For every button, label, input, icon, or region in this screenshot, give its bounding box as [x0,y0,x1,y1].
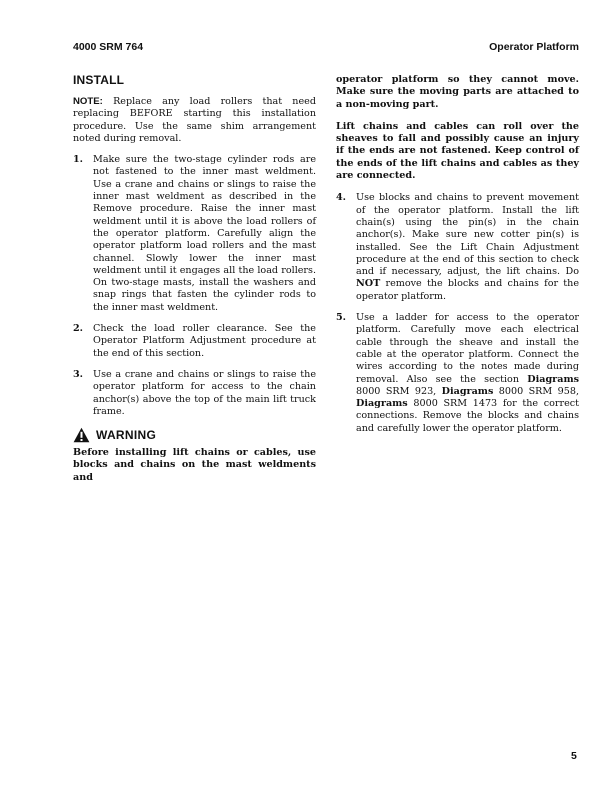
right-column [336,74,579,444]
page-header [73,41,579,53]
step-number: 5. [336,312,347,324]
header-manual-code: 4000 SRM 764 [73,41,144,53]
step-text [356,312,579,434]
step-text-part: 8000 SRM 958, [493,385,579,397]
step-number: 3. [73,368,84,380]
left-column [73,73,316,484]
warning-triangle-icon [73,427,90,443]
step-text: Use a crane and chains or slings to raise the operator platform for access to the chain anchor(s) above the top of the main lift truck frame. [93,368,316,417]
emphasis-not: NOT [356,278,381,290]
step-text-part: 8000 SRM 923, [356,385,442,397]
header-section-title: Operator Platform [489,41,579,53]
warning-title: WARNING [96,427,157,442]
list-item [73,323,316,360]
note-text: Replace any load rollers that need replacing BEFORE starting this installation procedure. Use the same shim arrangement noted during removal. [73,96,316,144]
step-text: Make sure the two-stage cylinder rods are not fastened to the inner mast weldment. Use a crane and chains or slings to raise the inner mast weldment as described in the Remove procedure. Raise the inner mast weldment until it is above the load rollers of the operator platform. Carefully align the operator platform load rollers and the mast channel. Slowly lower the inner mast weldment until it engages all the load rollers. On two-stage masts, install the washers and snap rings that fasten the cylinder rods to the inner mast weldment. [93,154,316,313]
note-label: NOTE: [73,96,103,107]
warning-text-continued: operator platform so they cannot move. Make sure the moving parts are attached to a non-moving part. [336,74,579,110]
step-text [356,192,579,301]
diagrams-reference: Diagrams [356,398,408,410]
list-item [336,192,579,303]
step-number: 1. [73,154,84,166]
step-number: 2. [73,323,84,335]
warning-text-second: Lift chains and cables can roll over the sheaves to fall and possibly cause an injury if the ends are not fastened. Keep control of the ends of the lift chains and cables as they are connected. [336,120,579,182]
page-number: 5 [571,750,577,762]
note-paragraph [73,96,316,145]
diagrams-reference: Diagrams [441,385,494,397]
list-item [73,154,316,314]
step-text-part: Use a ladder for access to the operator platform. Carefully move each electrical cable through the sheave and install the cable at the operator platform. Connect the wires according to the notes made during removal. Also see the section [356,312,579,385]
step-text-part: 8000 SRM 1473 for the correct connections. Remove the blocks and chains and carefully lower the operator platform. [356,398,579,434]
step-text-part: remove the blocks and chains for the operator platform. [356,278,579,302]
steps-list-right [336,192,579,435]
section-heading: INSTALL [73,73,125,87]
step-number: 4. [336,192,347,204]
steps-list-left [73,154,316,418]
warning-heading [73,427,316,443]
step-text-part: Use blocks and chains to prevent movement of the operator platform. Install the lift chain(s) using the pin(s) in the chain anchor(s). Make sure new cotter pin(s) is installed. See the Lift Chain Adjustment procedure at the end of this section to check and if necessary, adjust, the lift chains. Do [356,192,579,278]
list-item [336,312,579,435]
list-item [73,369,316,418]
warning-text-start: Before installing lift chains or cables, use blocks and chains on the mast weldments and [73,447,316,483]
step-text: Check the load roller clearance. See the Operator Platform Adjustment procedure at the end of this section. [93,323,316,359]
diagrams-reference: Diagrams [527,373,579,385]
